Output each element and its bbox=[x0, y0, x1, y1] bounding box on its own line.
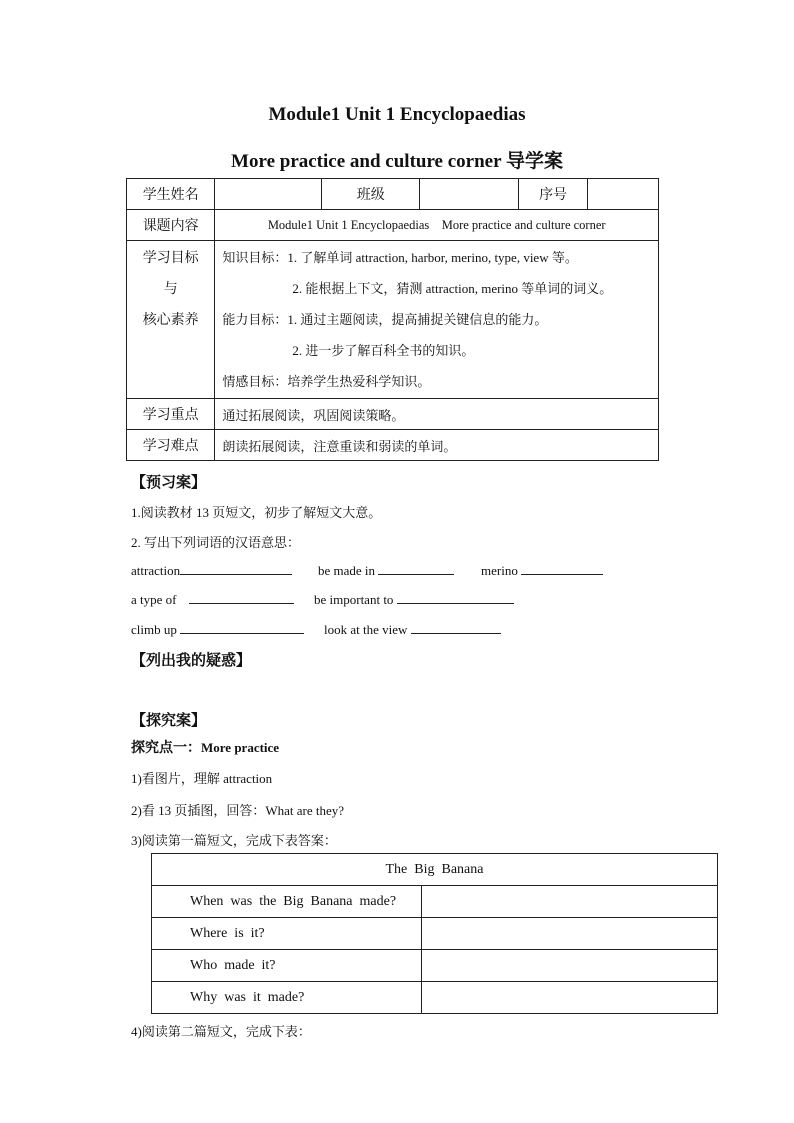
class-field[interactable] bbox=[420, 179, 519, 210]
vocab-climb-up: climb up bbox=[131, 622, 177, 637]
vocab-be-made-in: be made in bbox=[318, 563, 376, 578]
goals-cell bbox=[215, 241, 659, 399]
goals-label-cell bbox=[127, 241, 215, 399]
key-points-value: 通过拓展阅读，巩固阅读策略。 bbox=[215, 399, 659, 430]
goal-line: 知识目标：1. 了解单词 attraction, harbor, merino, type, view 等。 bbox=[222, 250, 578, 265]
table-row bbox=[152, 886, 718, 918]
key-points-label: 学习重点 bbox=[127, 399, 215, 430]
goals-label-1: 学习目标 bbox=[142, 251, 199, 266]
vocab-row-1 bbox=[131, 562, 292, 579]
answer-blank[interactable] bbox=[397, 591, 514, 604]
goal-line: 2. 进一步了解百科全书的知识。 bbox=[292, 343, 475, 358]
preview-item-2: 2. 写出下列词语的汉语意思： bbox=[131, 535, 301, 550]
doubts-heading: 【列出我的疑惑】 bbox=[131, 653, 252, 669]
difficulty-value: 朗读拓展阅读，注意重读和弱读的单词。 bbox=[215, 430, 659, 461]
preview-heading: 【预习案】 bbox=[131, 475, 207, 491]
table-question: When was the Big Banana made? bbox=[152, 886, 422, 918]
seat-field[interactable] bbox=[588, 179, 659, 210]
info-table bbox=[126, 178, 659, 461]
question-3: 3)阅读第一篇短文，完成下表答案： bbox=[131, 833, 337, 848]
answer-blank[interactable] bbox=[378, 562, 454, 575]
answer-cell[interactable] bbox=[421, 950, 717, 982]
seat-label: 序号 bbox=[519, 179, 588, 210]
student-name-label: 学生姓名 bbox=[127, 179, 215, 210]
table-title: The Big Banana bbox=[152, 854, 718, 886]
table-question: Why was it made? bbox=[152, 982, 422, 1014]
topic-label: 课题内容 bbox=[127, 210, 215, 241]
goals-label-2: 与 bbox=[163, 282, 178, 297]
class-label: 班级 bbox=[322, 179, 420, 210]
vocab-merino: merino bbox=[481, 563, 518, 578]
goal-line: 情感目标：培养学生热爱科学知识。 bbox=[222, 374, 431, 389]
page-title: Module1 Unit 1 Encyclopaedias bbox=[268, 104, 526, 125]
explore-point-1-cn: 探究点一： bbox=[131, 741, 201, 756]
answer-blank[interactable] bbox=[180, 562, 292, 575]
vocab-look-at-the-view: look at the view bbox=[324, 622, 408, 637]
vocab-be-important-to: be important to bbox=[314, 592, 394, 607]
preview-item-1: 1.阅读教材 13 页短文，初步了解短文大意。 bbox=[131, 505, 382, 520]
explore-point-1-en: More practice bbox=[201, 740, 280, 755]
difficulty-label: 学习难点 bbox=[127, 430, 215, 461]
page-subtitle: More practice and culture corner 导学案 bbox=[231, 151, 563, 172]
vocab-row-3b bbox=[324, 621, 501, 638]
goal-line: 2. 能根据上下文，猜测 attraction, merino 等单词的词义。 bbox=[292, 281, 613, 296]
explore-point-1 bbox=[131, 737, 279, 757]
answer-blank[interactable] bbox=[521, 562, 603, 575]
vocab-a-type-of: a type of bbox=[131, 592, 177, 607]
answer-cell[interactable] bbox=[421, 918, 717, 950]
table-row bbox=[152, 982, 718, 1014]
answer-cell[interactable] bbox=[421, 886, 717, 918]
vocab-row-1c bbox=[481, 562, 603, 579]
question-4: 4)阅读第二篇短文，完成下表： bbox=[131, 1024, 311, 1039]
answer-blank[interactable] bbox=[411, 621, 501, 634]
answer-cell[interactable] bbox=[421, 982, 717, 1014]
answer-blank[interactable] bbox=[180, 621, 304, 634]
question-1: 1)看图片，理解 attraction bbox=[131, 771, 273, 786]
table-row bbox=[152, 950, 718, 982]
vocab-row-1b bbox=[318, 562, 454, 579]
vocab-attraction: attraction bbox=[131, 563, 181, 578]
vocab-row-2 bbox=[131, 591, 294, 608]
goal-line: 能力目标：1. 通过主题阅读，提高捕捉关键信息的能力。 bbox=[222, 312, 548, 327]
vocab-row-3 bbox=[131, 621, 304, 638]
table-row bbox=[152, 918, 718, 950]
vocab-row-2b bbox=[314, 591, 514, 608]
topic-value: Module1 Unit 1 Encyclopaedias More practice and culture corner bbox=[215, 210, 659, 241]
table-question: Who made it? bbox=[152, 950, 422, 982]
goals-label-3: 核心素养 bbox=[142, 313, 199, 328]
explore-heading: 【探究案】 bbox=[131, 713, 207, 729]
big-banana-table bbox=[151, 853, 718, 1014]
answer-blank[interactable] bbox=[189, 591, 294, 604]
question-2: 2)看 13 页插图，回答：What are they? bbox=[131, 803, 345, 818]
table-question: Where is it? bbox=[152, 918, 422, 950]
student-name-field[interactable] bbox=[215, 179, 322, 210]
